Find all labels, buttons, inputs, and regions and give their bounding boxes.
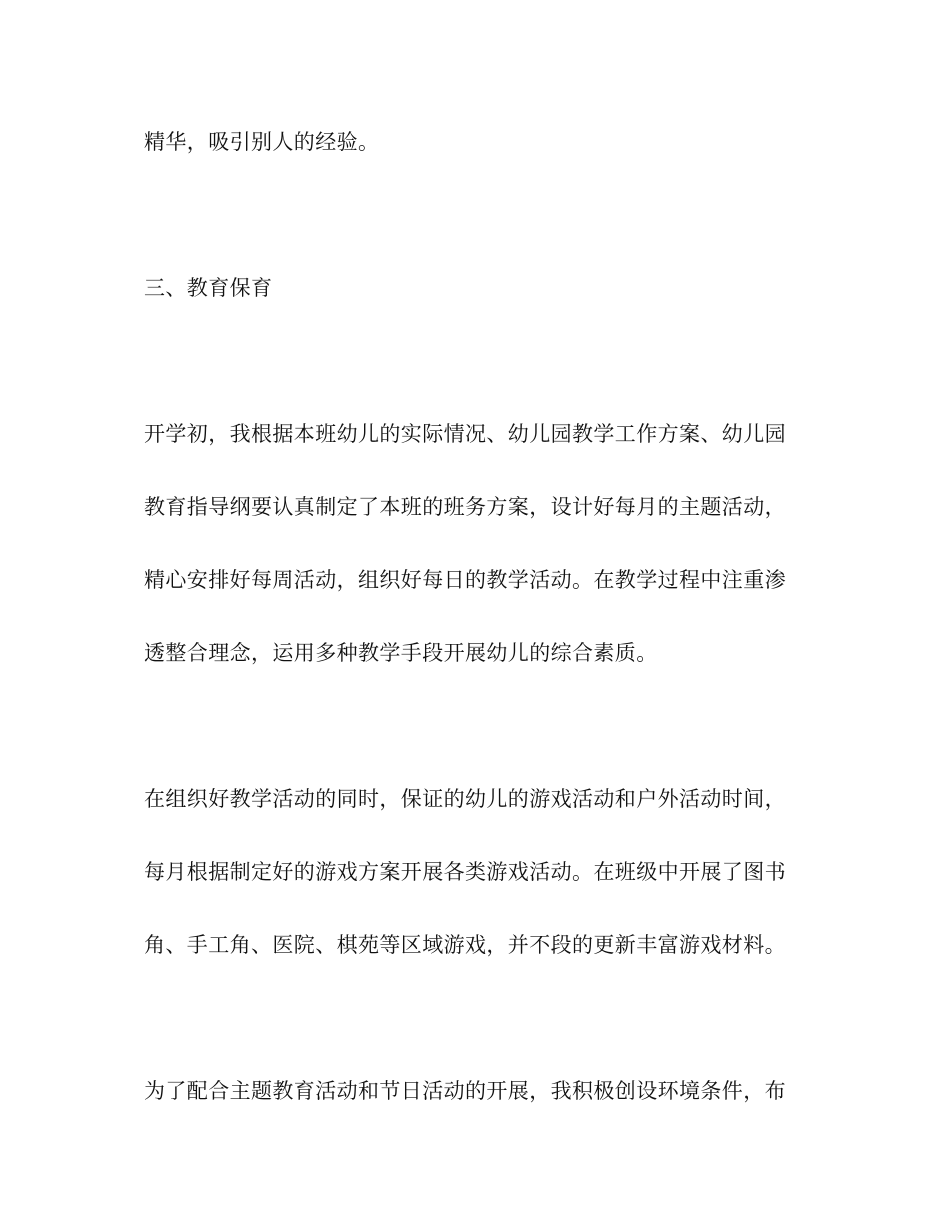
text-line: 精心安排好每周活动，组织好每日的教学活动。在教学过程中注重渗 <box>144 568 786 592</box>
section-heading: 三、教育保育 <box>144 276 273 300</box>
text-line: 开学初，我根据本班幼儿的实际情况、幼儿园教学工作方案、幼儿园 <box>144 422 786 446</box>
text-line: 在组织好教学活动的同时，保证的幼儿的游戏活动和户外活动时间， <box>144 787 786 811</box>
text-line: 每月根据制定好的游戏方案开展各类游戏活动。在班级中开展了图书 <box>144 860 786 884</box>
text-line: 角、手工角、医院、棋苑等区域游戏，并不段的更新丰富游戏材料。 <box>144 933 786 957</box>
text-line: 透整合理念，运用多种教学手段开展幼儿的综合素质。 <box>144 641 658 665</box>
text-line: 精华，吸引别人的经验。 <box>144 130 380 154</box>
text-line: 为了配合主题教育活动和节日活动的开展，我积极创设环境条件，布 <box>144 1079 786 1103</box>
text-line: 教育指导纲要认真制定了本班的班务方案，设计好每月的主题活动， <box>144 495 786 519</box>
